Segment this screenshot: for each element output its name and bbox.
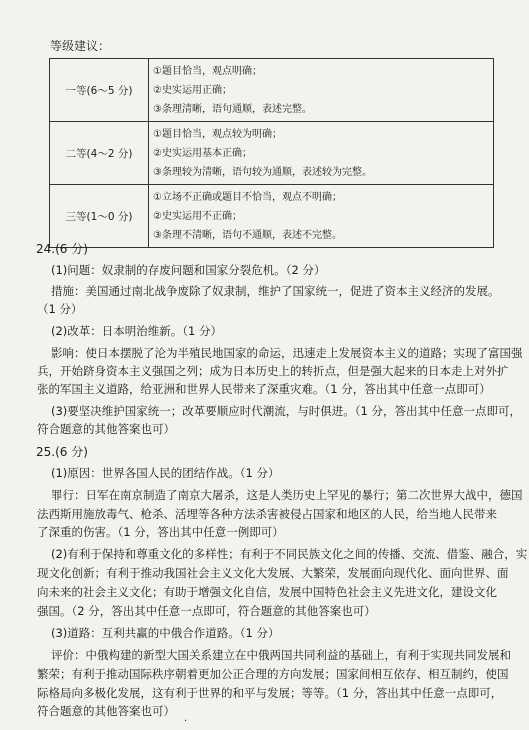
grade-heading: 等级建议： bbox=[50, 39, 111, 53]
answer-line: 措施：美国通过南北战争废除了奴隶制，维护了国家统一，促进了资本主义经济的发展。 bbox=[51, 284, 500, 298]
answer-line: 符合题意的其他答案也可） bbox=[37, 704, 175, 718]
grade-criteria bbox=[149, 185, 494, 248]
answer-line: 符合题意的其他答案也可） bbox=[37, 422, 175, 436]
criterion: ③条理清晰，语句通顺，表述完整。 bbox=[153, 104, 312, 115]
question-number: 25.(6 分) bbox=[36, 445, 88, 459]
grade-level: 二等(4～2 分) bbox=[50, 122, 149, 185]
answer-line: 影响：使日本摆脱了沦为半殖民地国家的命运，迅速走上发展资本主义的道路；实现了富国强 bbox=[51, 346, 523, 360]
table-row bbox=[50, 59, 494, 122]
answer-line: （1 分） bbox=[37, 302, 83, 316]
criterion: ②史实运用正确； bbox=[153, 85, 232, 96]
question-number: 24.(6 分) bbox=[36, 242, 88, 256]
answer-line: 评价：中俄构建的新型大国关系建立在中俄两国共同利益的基础上，有利于实现共同发展和 bbox=[51, 648, 511, 662]
answer-line: (3)要坚决维护国家统一；改革要顺应时代潮流，与时俱进。（1 分，答出其中任意一点即可， bbox=[51, 404, 522, 418]
grade-level: 三等(1～0 分) bbox=[50, 185, 149, 248]
criterion: ②史实运用不正确； bbox=[153, 211, 242, 222]
answer-line: (1)问题：奴隶制的存废问题和国家分裂危机。（2 分） bbox=[51, 263, 326, 277]
answer-line: 繁荣；有利于推动国际秩序朝着更加公正合理的方向发展；国家间相互依存、相互制约，使国 bbox=[37, 667, 509, 681]
criterion: ③条理较为清晰，语句较为通顺，表述较为完整。 bbox=[153, 167, 372, 178]
grade-level: 一等(6～5 分) bbox=[50, 59, 149, 122]
criterion: ③条理不清晰，语句不通顺，表述不完整。 bbox=[153, 230, 342, 241]
answer-line: 张的军国主义道路，给亚洲和世界人民带来了深重灾难。（1 分，答出其中任意一点即可） bbox=[37, 382, 491, 396]
answer-line: 现文化创新；有利于推动我国社会主义文化大发展、大繁荣，发展面向现代化、面向世界、面 bbox=[37, 566, 509, 580]
answer-line: 了深重的伤害。（1 分，答出其中任意一例即可） bbox=[37, 525, 284, 539]
answer-line: (3)道路：互利共赢的中俄合作道路。（1 分） bbox=[51, 626, 280, 640]
footer-mark: · bbox=[184, 716, 188, 727]
answer-line: 强国。（2 分，答出其中任意一点即可，符合题意的其他答案也可） bbox=[37, 604, 376, 618]
answer-line: (2)有利于保持和尊重文化的多样性；有利于不同民族文化之间的传播、交流、借鉴、融合，实 bbox=[51, 547, 528, 561]
criterion: ①立场不正确或题目不恰当，观点不明确； bbox=[153, 192, 342, 203]
table-row bbox=[50, 185, 494, 248]
criterion: ①题目恰当，观点较为明确； bbox=[153, 129, 282, 140]
answer-line: (2)改革：日本明治维新。（1 分） bbox=[51, 324, 223, 338]
criterion: ①题目恰当，观点明确； bbox=[153, 66, 262, 77]
answer-line: 向未来的社会主义文化；有助于增强文化自信，发展中国特色社会主义先进文化，建设文化 bbox=[37, 585, 497, 599]
grade-criteria bbox=[149, 59, 494, 122]
criterion: ②史实运用基本正确； bbox=[153, 148, 252, 159]
answer-line: 罪行：日军在南京制造了南京大屠杀，这是人类历史上罕见的暴行；第二次世界大战中，德国 bbox=[51, 488, 523, 502]
answer-line: 际格局向多极化发展，这有利于世界的和平与发展；等等。（1 分，答出其中任意一点即可， bbox=[37, 686, 503, 700]
answer-line: 兵，开始跻身资本主义强国之列；成为日本历史上的转折点，但是强大起来的日本走上对外扩 bbox=[37, 364, 509, 378]
answer-line: 法西斯用施放毒气、枪杀、活埋等各种方法杀害被侵占国家和地区的人民，给当地人民带来 bbox=[37, 507, 497, 521]
table-row bbox=[50, 122, 494, 185]
answer-line: (1)原因：世界各国人民的团结作战。（1 分） bbox=[51, 466, 280, 480]
grading-table bbox=[49, 58, 494, 248]
grade-criteria bbox=[149, 122, 494, 185]
